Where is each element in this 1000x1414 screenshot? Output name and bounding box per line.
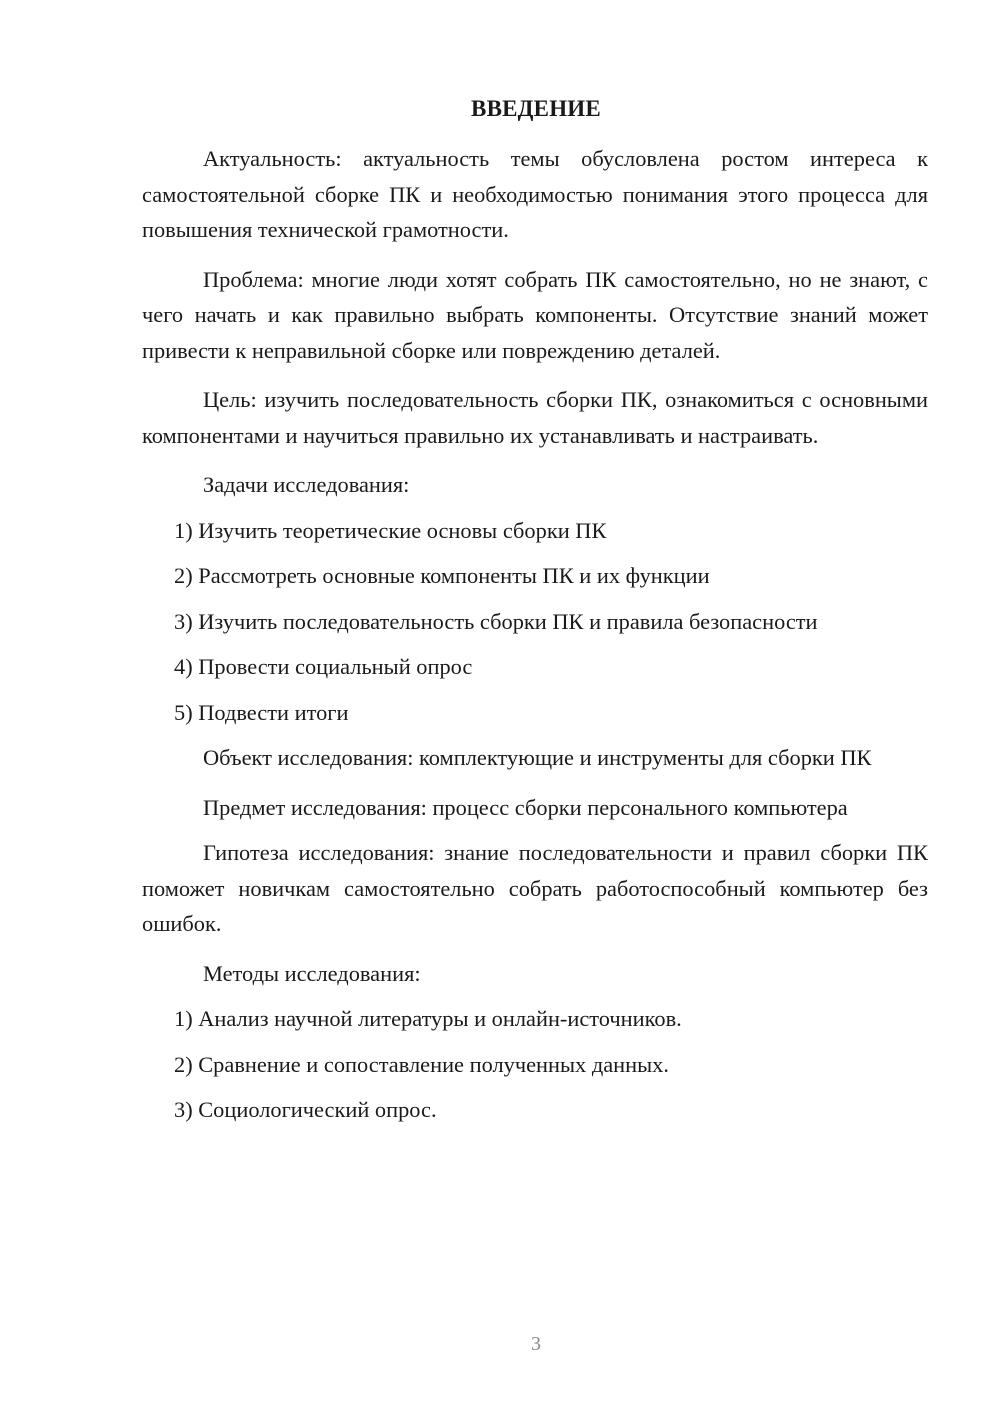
goal-paragraph: Цель: изучить последовательность сборки ПК, ознакомиться с основными компонентами и научиться правильно их устанавливать и настраивать. — [142, 387, 928, 448]
task-item-4: 4) Провести социальный опрос — [174, 654, 473, 679]
task-item-3: 3) Изучить последовательность сборки ПК и правила безопасности — [174, 608, 818, 634]
tasks-heading: Задачи исследования: — [203, 472, 410, 497]
methods-list — [142, 1001, 928, 1128]
methods-heading: Методы исследования: — [203, 960, 421, 986]
relevance-paragraph: Актуальность: актуальность темы обусловлена ростом интереса к самостоятельной сборке ПК и необходимостью понимания этого процесса для повышения технической грамотности. — [142, 146, 928, 242]
hypothesis-paragraph: Гипотеза исследования: знание последовательности и правил сборки ПК поможет новичкам самостоятельно собрать работоспособный компьютер без ошибок. — [142, 840, 928, 936]
tasks-list — [142, 513, 928, 731]
page-number: 3 — [531, 1333, 541, 1355]
task-item-2: 2) Рассмотреть основные компоненты ПК и их функции — [174, 563, 710, 588]
task-item-5: 5) Подвести итоги — [174, 699, 349, 725]
problem-paragraph: Проблема: многие люди хотят собрать ПК самостоятельно, но не знают, с чего начать и как правильно выбрать компоненты. Отсутствие знаний может привести к неправильной сборке или повреждению деталей. — [142, 266, 928, 363]
section-title: ВВЕДЕНИЕ — [471, 96, 601, 121]
introduction-body — [142, 141, 928, 1138]
task-item-1: 1) Изучить теоретические основы сборки ПК — [174, 517, 607, 543]
subject-paragraph: Предмет исследования: процесс сборки персонального компьютера — [203, 794, 848, 820]
method-item-3: 3) Социологический опрос. — [174, 1097, 437, 1122]
object-paragraph: Объект исследования: комплектующие и инструменты для сборки ПК — [203, 745, 872, 770]
method-item-1: 1) Анализ научной литературы и онлайн-источников. — [174, 1006, 682, 1031]
method-item-2: 2) Сравнение и сопоставление полученных данных. — [174, 1051, 669, 1077]
